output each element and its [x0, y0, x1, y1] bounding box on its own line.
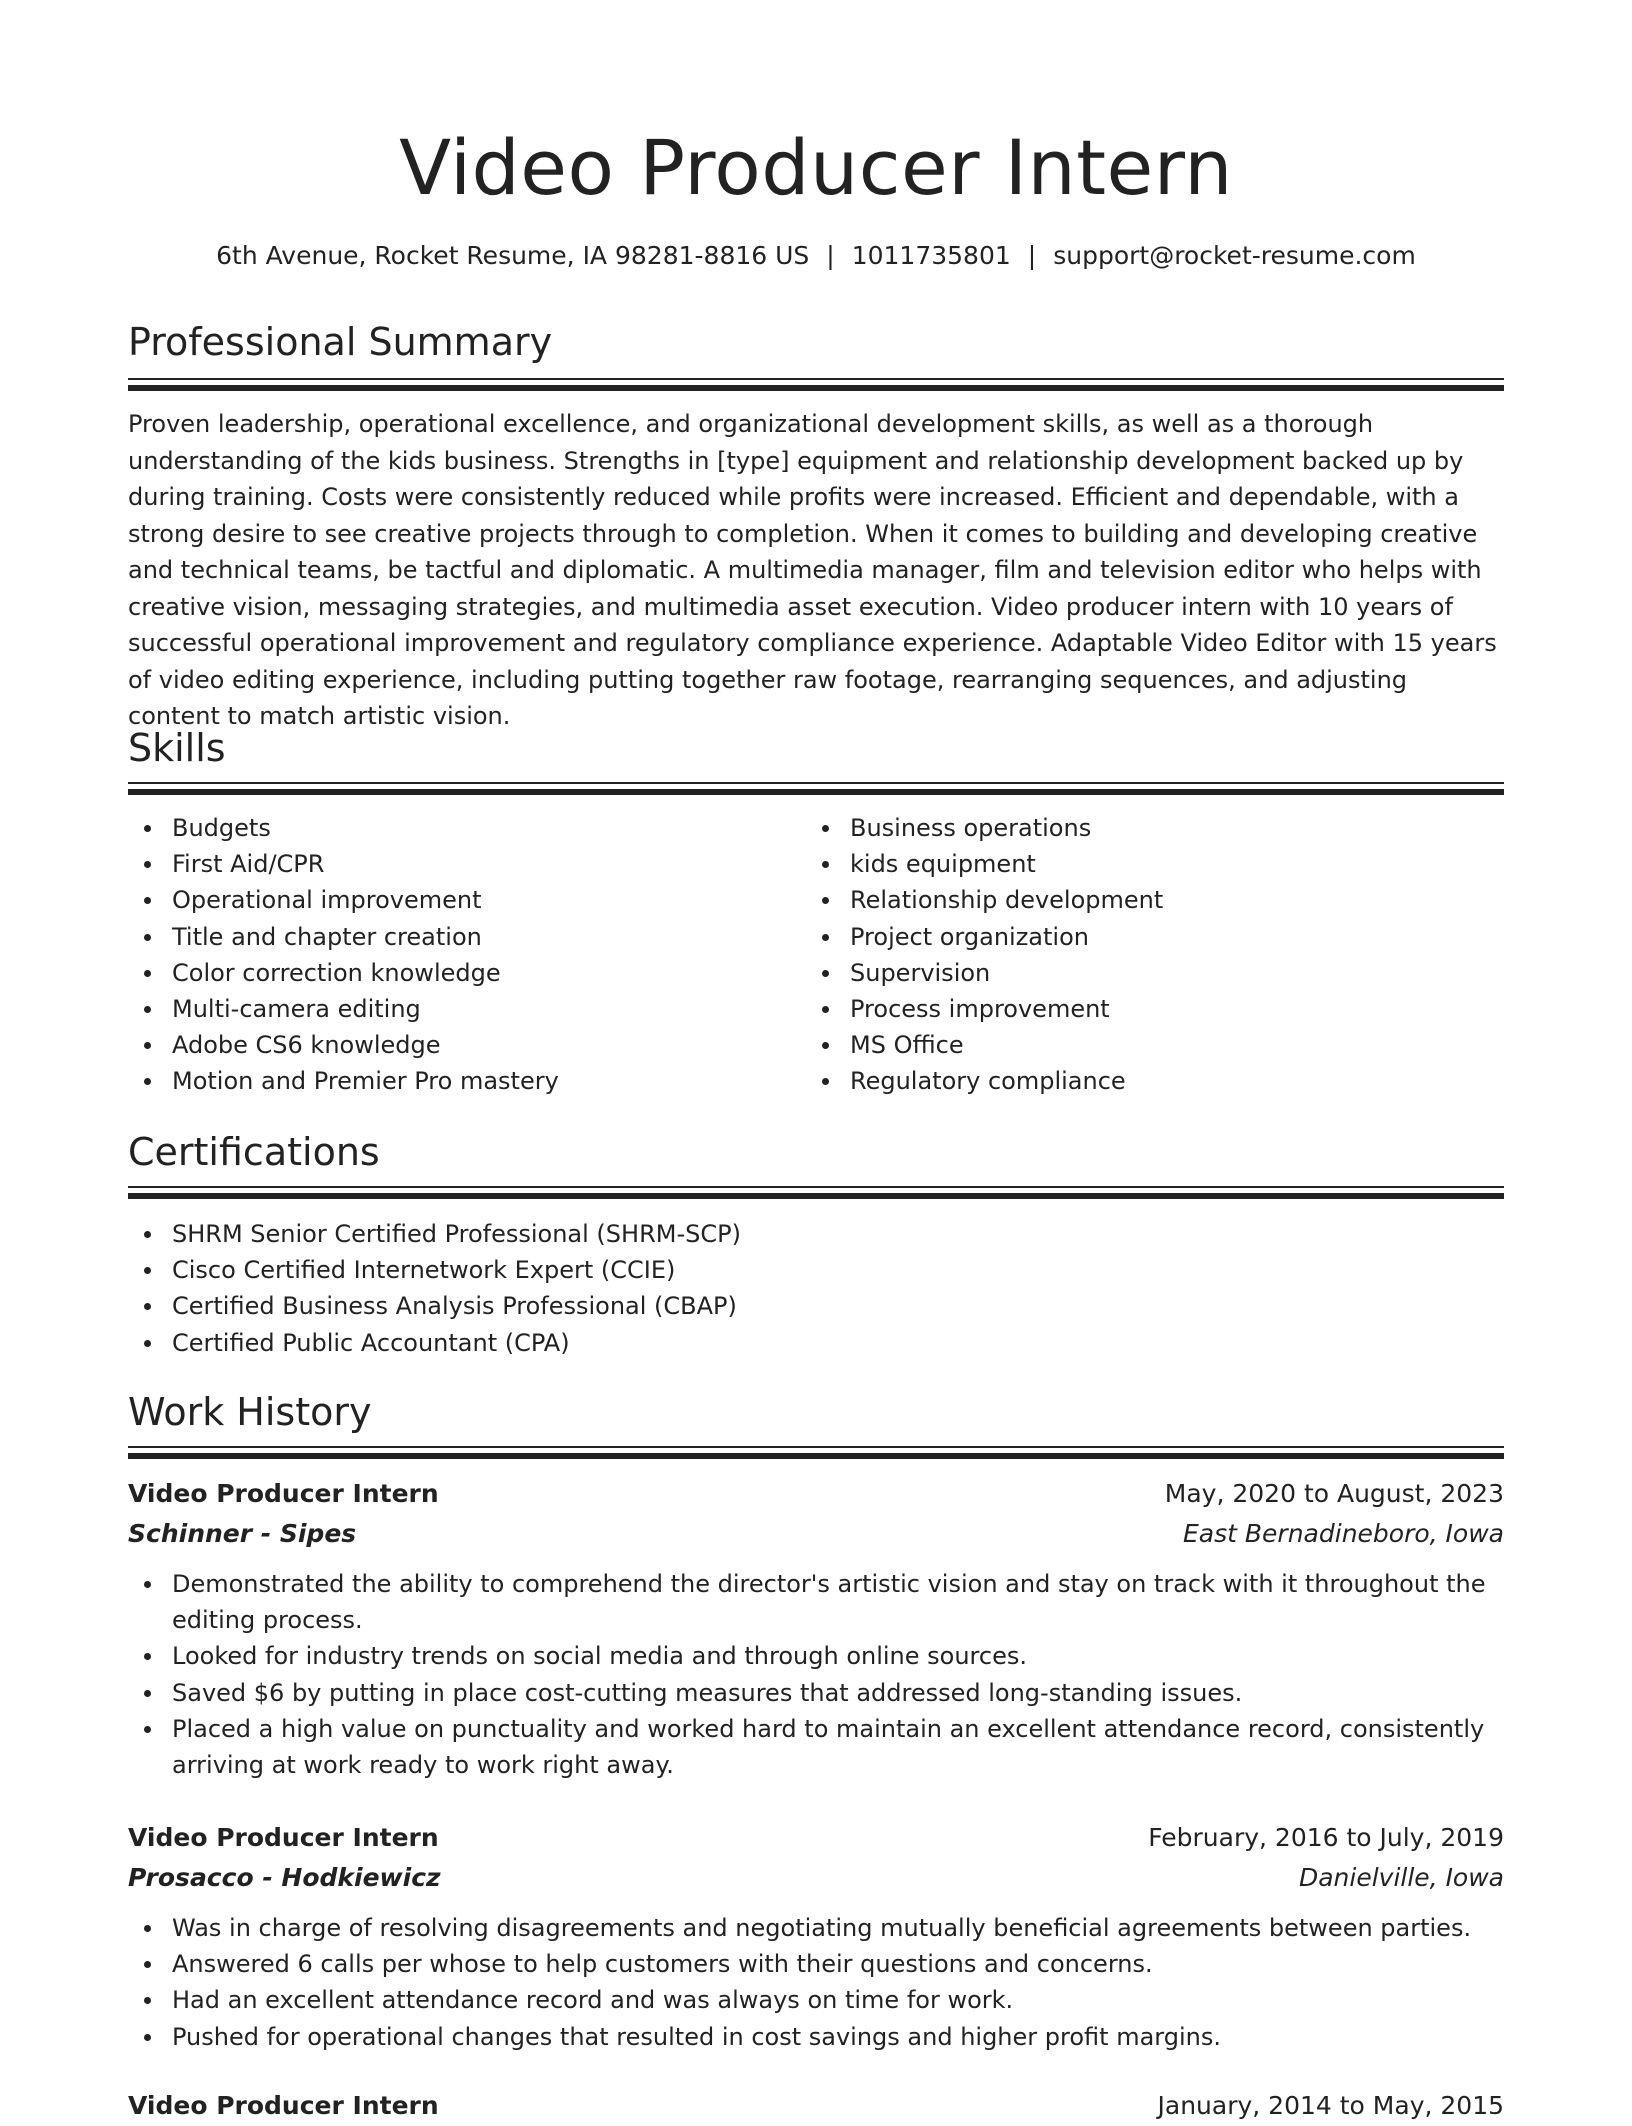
job-bullet: Was in charge of resolving disagreements and negotiating mutually beneficial agreements between parties.: [128, 1910, 1504, 1946]
job-header-row: [128, 1818, 1504, 1858]
skill-item: Regulatory compliance: [806, 1063, 1466, 1099]
certification-item: Cisco Certified Internetwork Expert (CCIE): [128, 1252, 1504, 1288]
job-bullet: Looked for industry trends on social media and through online sources.: [128, 1638, 1504, 1674]
section-divider-thick: [128, 1193, 1504, 1199]
job-title: Video Producer Intern: [128, 1823, 439, 1852]
section-divider-thin: [128, 378, 1504, 380]
skill-item: Supervision: [806, 955, 1466, 991]
skill-item: Title and chapter creation: [128, 919, 788, 955]
certifications-block: [128, 1216, 1504, 1361]
skill-item: Operational improvement: [128, 882, 788, 918]
skills-list-right: [806, 810, 1466, 1100]
certification-item: Certified Public Accountant (CPA): [128, 1325, 1504, 1361]
skill-item: Multi-camera editing: [128, 991, 788, 1027]
job-bullets: [128, 1566, 1504, 1783]
skill-item: Project organization: [806, 919, 1466, 955]
job-location: East Bernadineboro, Iowa: [1183, 1519, 1504, 1548]
contact-email: support@rocket-resume.com: [1053, 241, 1416, 270]
skill-item: Process improvement: [806, 991, 1466, 1027]
job-location: Danielville, Iowa: [1298, 1863, 1504, 1892]
job-header-row: [128, 1474, 1504, 1514]
section-divider-thick: [128, 789, 1504, 795]
job-bullet: Saved $6 by putting in place cost-cutting measures that addressed long-standing issues.: [128, 1675, 1504, 1711]
contact-address: 6th Avenue, Rocket Resume, IA 98281-8816 US: [216, 241, 810, 270]
skill-item: First Aid/CPR: [128, 846, 788, 882]
job-bullets: [128, 1910, 1504, 2055]
job-company: Prosacco - Hodkiewicz: [128, 1863, 441, 1892]
summary-heading: Professional Summary: [128, 320, 553, 364]
job-dates: May, 2020 to August, 2023: [1164, 1479, 1504, 1508]
skills-section-header: [128, 724, 1504, 772]
job-dates: January, 2014 to May, 2015: [1157, 2091, 1504, 2120]
contact-line: [128, 238, 1504, 274]
skills-heading: Skills: [128, 726, 226, 770]
skill-item: Color correction knowledge: [128, 955, 788, 991]
work-section-header: [128, 1388, 1504, 1436]
summary-text: Proven leadership, operational excellence, and organizational development skills, as well as a thorough understanding of the kids business. Strengths in [type] equipment and relationship development backed up by during training. Costs were consistently reduced while profits were increased. Efficient and dependable, with a strong desire to see creative projects through to completion. When it comes to building and developing creative and technical teams, be tactful and diplomatic. A multimedia manager, film and television editor who helps with creative vision, messaging strategies, and multimedia asset execution. Video producer intern with 10 years of successful operational improvement and regulatory compliance experience. Adaptable Video Editor with 15 years of video editing experience, including putting together raw footage, rearranging sequences, and adjusting content to match artistic vision.: [128, 410, 1497, 730]
job-bullet: Pushed for operational changes that resulted in cost savings and higher profit margins.: [128, 2019, 1504, 2055]
skills-column-right: [806, 810, 1466, 1100]
skill-item: Relationship development: [806, 882, 1466, 918]
skill-item: Motion and Premier Pro mastery: [128, 1063, 788, 1099]
work-heading: Work History: [128, 1390, 372, 1434]
job-header-row: [128, 2086, 1504, 2126]
contact-separator: |: [1027, 241, 1037, 270]
job-subheader-row: [128, 1858, 1504, 1898]
job-company: Schinner - Sipes: [128, 1519, 357, 1548]
skill-item: Adobe CS6 knowledge: [128, 1027, 788, 1063]
section-divider-thick: [128, 385, 1504, 391]
certifications-heading: Certifications: [128, 1130, 380, 1174]
section-divider-thin: [128, 1186, 1504, 1188]
skill-item: Budgets: [128, 810, 788, 846]
contact-phone: 1011735801: [851, 241, 1011, 270]
job-subheader-row: [128, 1514, 1504, 1554]
job-bullet: Placed a high value on punctuality and worked hard to maintain an excellent attendance record, consistently arriving at work ready to work right away.: [128, 1711, 1504, 1783]
certification-item: Certified Business Analysis Professional (CBAP): [128, 1288, 1504, 1324]
certifications-section-header: [128, 1128, 1504, 1176]
skill-item: kids equipment: [806, 846, 1466, 882]
job-bullet: Answered 6 calls per whose to help customers with their questions and concerns.: [128, 1946, 1504, 1982]
job-bullet: Had an excellent attendance record and was always on time for work.: [128, 1982, 1504, 2018]
skill-item: Business operations: [806, 810, 1466, 846]
skills-column-left: [128, 810, 788, 1100]
summary-section-header: [128, 318, 1504, 366]
job-title: Video Producer Intern: [128, 2091, 439, 2120]
skill-item: MS Office: [806, 1027, 1466, 1063]
contact-separator: |: [826, 241, 835, 270]
job-entry: [128, 2086, 1504, 2126]
skills-list-left: [128, 810, 788, 1100]
job-entry: [128, 1474, 1504, 1783]
section-divider-thick: [128, 1453, 1504, 1459]
job-title: Video Producer Intern: [128, 1479, 439, 1508]
job-entry: [128, 1818, 1504, 2055]
section-divider-thin: [128, 1446, 1504, 1448]
section-divider-thin: [128, 782, 1504, 784]
certification-item: SHRM Senior Certified Professional (SHRM-SCP): [128, 1216, 1504, 1252]
job-bullet: Demonstrated the ability to comprehend the director's artistic vision and stay on track with it throughout the editing process.: [128, 1566, 1504, 1638]
job-dates: February, 2016 to July, 2019: [1148, 1823, 1504, 1852]
resume-name: Video Producer Intern: [399, 123, 1233, 212]
certifications-list: [128, 1216, 1504, 1361]
